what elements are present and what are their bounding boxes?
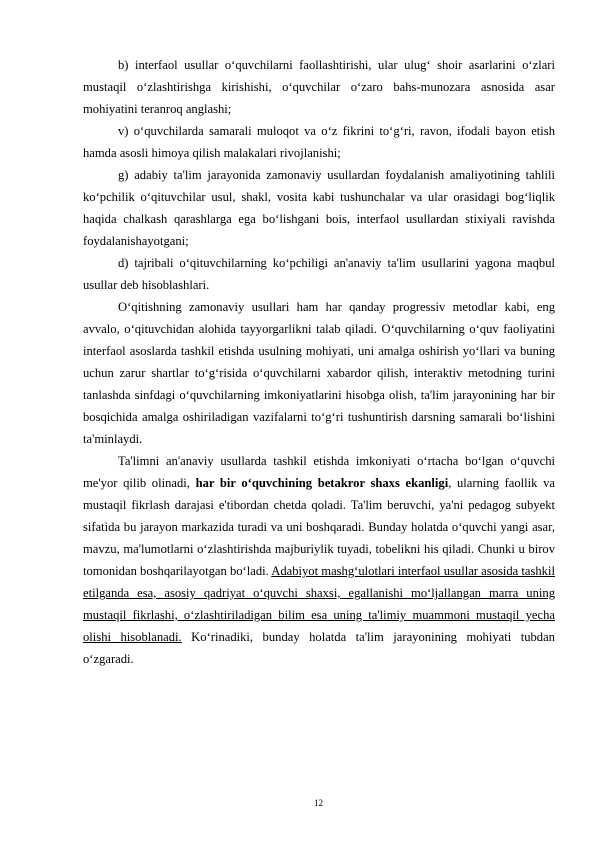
page-number: 12 bbox=[314, 798, 323, 808]
document-page bbox=[83, 54, 555, 670]
text-segment: , ularning faollik va mustaqil fikrlash darajasi e'tibordan chetda qoladi. Ta'lim beruvchi, ya'ni pedagog subyekt sifatida bu jarayon markazida turadi va uni boshqaradi. Bunday holatda o‘quvchi yangi asar, mavzu, ma'lumotlarni o‘zlashtirishda majburiylik tuyadi, tobelikni his qiladi. Chunki u birov tomonidan boshqarilayotgan bo‘ladi. bbox=[83, 476, 555, 578]
paragraph-v: v) o‘quvchilarda samarali muloqot va o‘z fikrini to‘g‘ri, ravon, ifodali bayon etish hamda asosli himoya qilish malakalari rivojlanishi; bbox=[83, 124, 555, 160]
paragraph-b: b) interfaol usullar o‘quvchilarni faollashtirishi, ular ulug‘ shoir asarlarini o‘zlari mustaqil o‘zlashtirishga kirishishi, o‘quvchilar o‘zaro bahs-munozara asnosida asar mohiyatini teranroq anglashi; bbox=[83, 58, 555, 116]
text-segment: Ko‘rinadiki, bunday holatda ta'lim jarayonining mohiyati tubdan o‘zgaradi. bbox=[83, 630, 555, 666]
paragraph-d: d) tajribali o‘qituvchilarning ko‘pchiligi an'anaviy ta'lim usullarini yagona maqbul usullar deb hisoblashlari. bbox=[83, 256, 555, 292]
paragraph-g: g) adabiy ta'lim jarayonida zamonaviy usullardan foydalanish amaliyotining tahlili ko‘pchilik o‘qituvchilar usul, shakl, vosita kabi tushunchalar va ular orasidagi bog‘liqlik haqida chalkash qarashlarga ega bo‘lishgani bois, interfaol usullardan stixiyali ravishda foydalanishayotgani; bbox=[83, 168, 555, 248]
paragraph-modern-methods: O‘qitishning zamonaviy usullari ham har qanday progressiv metodlar kabi, eng avvalo, o‘qituvchidan alohida tayyorgarlikni talab qiladi. O‘quvchilarning o‘quv faoliyatini interfaol asoslarda tashkil etishda usulning mohiyati, uni amalga oshirish yo‘llari va buning uchun zarur shartlar to‘g‘risida o‘quvchilarni xabardor qilish, interaktiv metodning turini tanlashda sinfdagi o‘quvchilarning imkoniyatlarini hisobga olish, ta'lim jarayonining har bir bosqichida amalga oshiriladigan vazifalarni to‘g‘ri tushuntirish darsning samarali bo‘lishini ta'minlaydi. bbox=[83, 300, 555, 446]
paragraph-traditional-vs-interactive bbox=[83, 450, 555, 670]
bold-phrase: har bir o‘quvchining betakror shaxs ekanligi bbox=[195, 476, 449, 490]
text-segment: Ta'limni an'anaviy usullarda tashkil etishda imkoniyati o‘rtacha bo‘lgan o‘quvchi me'yor qilib olinadi, bbox=[83, 454, 555, 490]
underlined-phrase: Adabiyot mashg‘ulotlari interfaol usullar asosida tashkil etilganda esa, asosiy qadriyat o‘quvchi shaxsi, egallanishi mo‘ljallangan marra uning mustaqil fikrlashi, o‘zlashtiriladigan bilim esa uning ta'limiy muammoni mustaqil yecha olishi hisoblanadi. bbox=[83, 564, 555, 644]
